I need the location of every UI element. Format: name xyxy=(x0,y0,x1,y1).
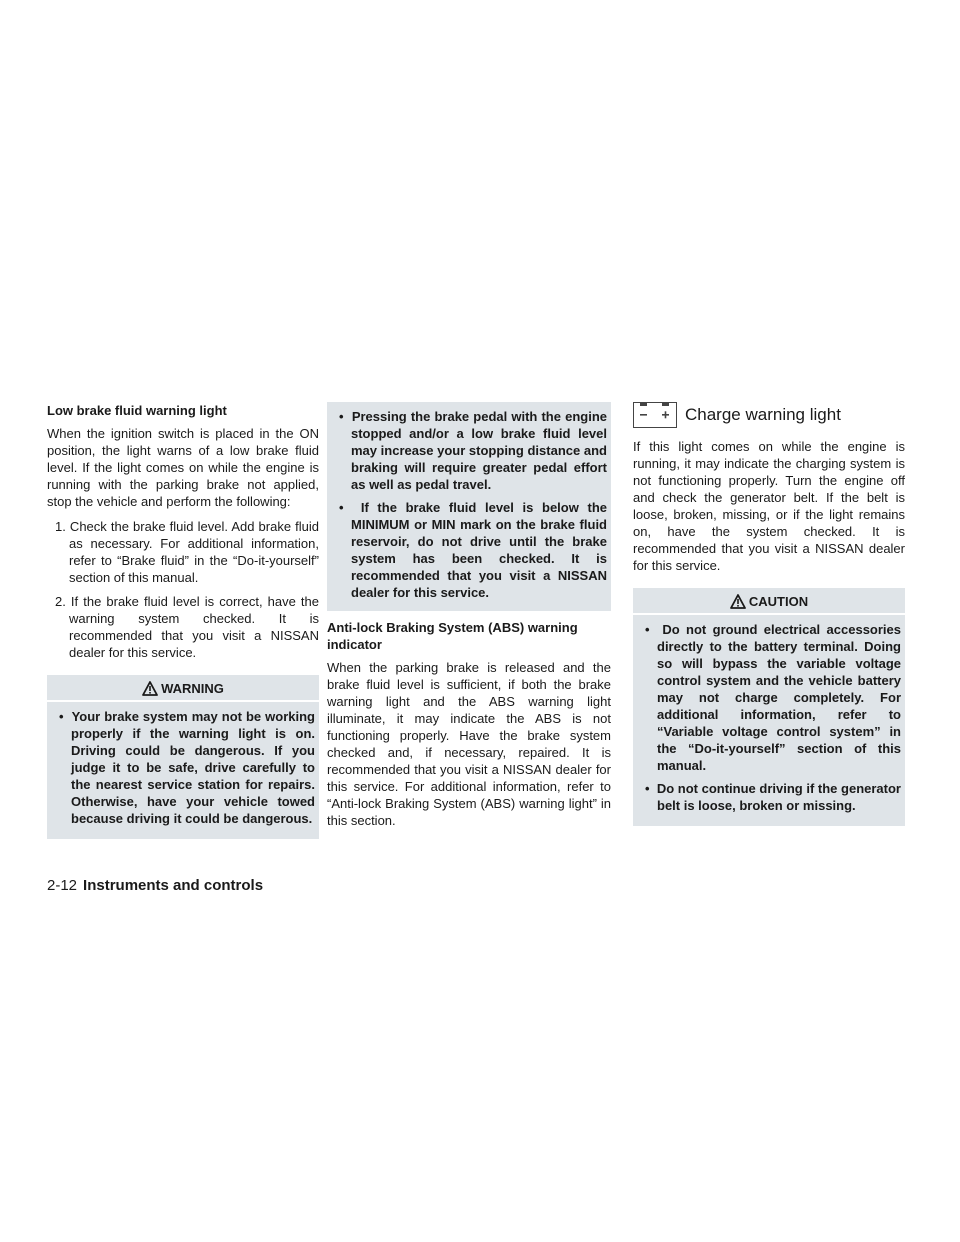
column-2 xyxy=(327,402,611,837)
caution-header xyxy=(633,588,905,615)
list-item: 1. Check the brake fluid level. Add brake fluid as necessary. For additional information, refer to “Brake fluid” in the “Do-it-yourself” section of this manual. xyxy=(55,519,319,585)
column-3 xyxy=(633,402,905,826)
list-item: • If the brake fluid level is below the MINIMUM or MIN mark on the brake fluid reservoir, do not drive until the brake system has been checked. It is recommended that you visit a NISSAN dealer for this service. xyxy=(339,500,607,600)
chapter-title: Instruments and controls xyxy=(83,877,264,894)
list-item: • Do not ground electrical accessories directly to the battery terminal. Doing so will bypass the variable voltage control system and the vehicle battery may not charge completely. For additional information, refer to “Variable voltage control system” in the “Do-it-yourself” section of this manual. xyxy=(645,622,901,773)
column-1 xyxy=(47,402,319,839)
list-item: • Pressing the brake pedal with the engine stopped and/or a low brake fluid level may increase your stopping distance and braking will require greater pedal effort as well as pedal travel. xyxy=(339,409,607,492)
caution-box xyxy=(633,588,905,826)
warning-header xyxy=(47,675,319,702)
steps-list xyxy=(47,518,319,661)
warning-list xyxy=(51,708,315,827)
section-heading-low-brake-fluid: Low brake fluid warning light xyxy=(47,403,227,418)
charge-warning-title-row xyxy=(633,402,905,428)
battery-icon xyxy=(633,402,677,428)
page-footer xyxy=(47,876,263,896)
caution-label: CAUTION xyxy=(748,594,809,609)
warning-label: WARNING xyxy=(161,681,224,696)
warning-box xyxy=(47,675,319,839)
warning-list-continued xyxy=(331,408,607,601)
list-item: • Your brake system may not be working properly if the warning light is on. Driving could be dangerous. If you judge it to be safe, drive carefully to the nearest service station for repairs. Otherwise, have your vehicle towed because driving it could be dangerous. xyxy=(59,709,315,826)
list-item: • Do not continue driving if the generator belt is loose, broken or missing. xyxy=(645,781,901,813)
section-title-charge: Charge warning light xyxy=(685,405,841,424)
caution-list xyxy=(637,621,901,814)
warning-icon xyxy=(142,681,158,696)
warning-box-continued xyxy=(327,402,611,611)
paragraph-abs: When the parking brake is released and the brake fluid level is sufficient, if both the brake warning light and the ABS warning light illuminate, it may indicate the ABS is not functioning properly. Have the brake system checked and, if necessary, repaired. It is recommended that you visit a NISSAN dealer for this service. For additional information, refer to “Anti-lock Braking System (ABS) warning light” in this section. xyxy=(327,660,611,828)
caution-icon xyxy=(730,594,746,609)
list-item: 2. If the brake fluid level is correct, have the warning system checked. It is recommended that you visit a NISSAN dealer for this service. xyxy=(55,594,319,660)
page-number: 2-12 xyxy=(47,877,78,894)
section-heading-abs: Anti-lock Braking System (ABS) warning indicator xyxy=(327,620,578,652)
paragraph-charge: If this light comes on while the engine is running, it may indicate the charging system is not functioning properly. Turn the engine off and check the generator belt. If the belt is loose, broken, missing, or if the light remains on, have the system checked. It is recommended that you visit a NISSAN dealer for this service. xyxy=(633,439,905,573)
paragraph-intro: When the ignition switch is placed in the ON position, the light warns of a low brake fluid level. If the light comes on while the engine is running with the parking brake not applied, stop the vehicle and perform the following: xyxy=(47,426,319,509)
